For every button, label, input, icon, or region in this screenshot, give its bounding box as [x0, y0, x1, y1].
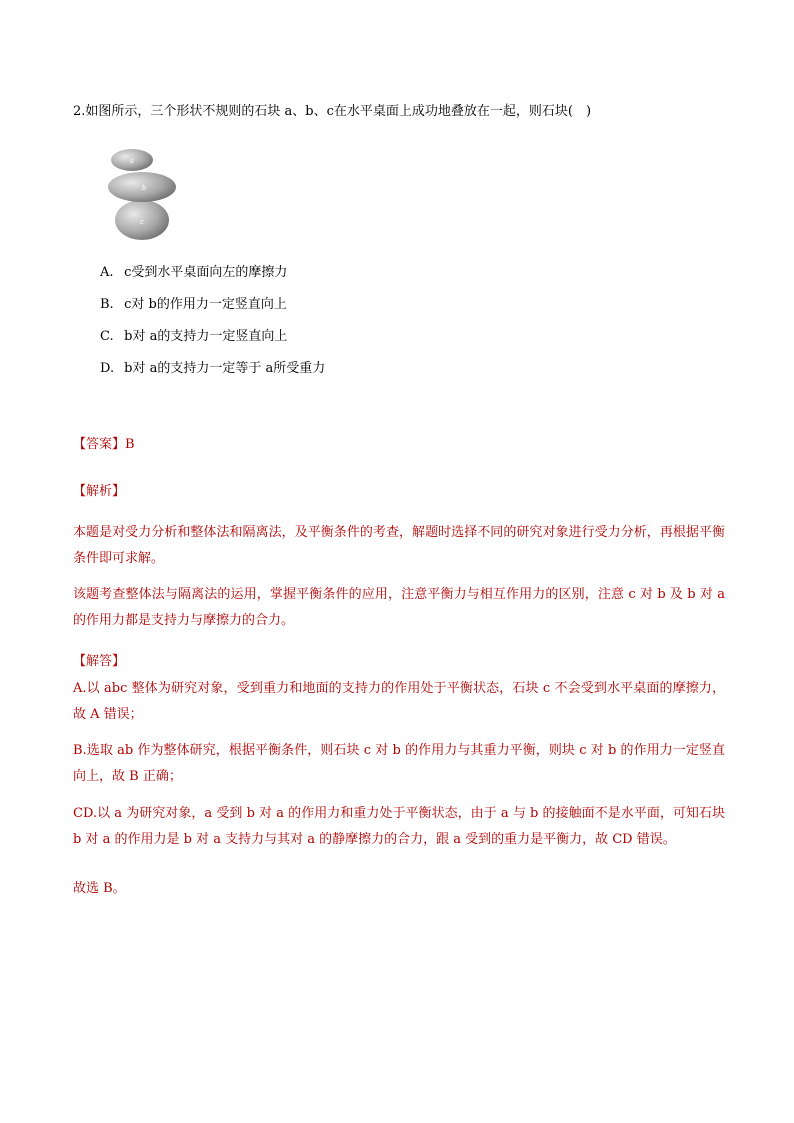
question-text: 如图所示，三个形状不规则的石块 a、b、c在水平桌面上成功地叠放在一起，则石块( ) [85, 104, 592, 119]
answer-value: B [125, 437, 135, 452]
stone-label-a: a [129, 157, 135, 165]
option-d [100, 358, 325, 390]
option-tag: D. [100, 361, 115, 376]
stone-label-c: c [140, 218, 144, 226]
solution-label: 【解答】 [73, 654, 126, 669]
options-list [100, 262, 325, 390]
option-text: c对 b的作用力一定竖直向上 [124, 297, 287, 312]
solution-option-cd: CD.以 a 为研究对象，a 受到 b 对 a 的作用力和重力处于平衡状态，由于 a 与 b 的接触面不是水平面，可知石块 b 对 a 的作用力是 b 对 a 支持力与其对 a 的静摩擦力的合力，跟 a 受到的重力是平衡力，故 CD 错误。 [73, 806, 725, 847]
option-a [100, 262, 325, 294]
option-text: b对 a的支持力一定等于 a所受重力 [124, 361, 326, 376]
analysis-paragraph-1: 本题是对受力分析和整体法和隔离法，及平衡条件的考查，解题时选择不同的研究对象进行受力分析，再根据平衡条件即可求解。 [73, 525, 725, 566]
question-line [73, 103, 591, 121]
stone-label-b: b [141, 184, 147, 192]
solution-conclusion: 故选 B。 [73, 881, 126, 896]
option-tag: A. [100, 265, 114, 280]
analysis-paragraph-2: 该题考查整体法与隔离法的运用，掌握平衡条件的应用，注意平衡力与相互作用力的区别，注意 c 对 b 及 b 对 a 的作用力都是支持力与摩擦力的合力。 [73, 587, 725, 628]
answer-line [73, 433, 135, 452]
option-c [100, 326, 325, 358]
question-number: 2. [73, 104, 86, 119]
option-text: b对 a的支持力一定竖直向上 [124, 329, 288, 344]
answer-label: 【答案】 [73, 437, 126, 452]
stones-figure [102, 146, 180, 242]
solution-option-a: A.以 abc 整体为研究对象，受到重力和地面的支持力的作用处于平衡状态，石块 c 不会受到水平桌面的摩擦力，故 A 错误； [73, 681, 725, 722]
option-tag: B. [100, 297, 114, 312]
analysis-label: 【解析】 [73, 484, 126, 499]
option-b [100, 294, 325, 326]
option-tag: C. [100, 329, 114, 344]
option-text: c受到水平桌面向左的摩擦力 [124, 265, 288, 280]
solution-option-b: B.选取 ab 作为整体研究，根据平衡条件，则石块 c 对 b 的作用力与其重力平衡，则块 c 对 b 的作用力一定竖直向上，故 B 正确； [73, 743, 725, 784]
